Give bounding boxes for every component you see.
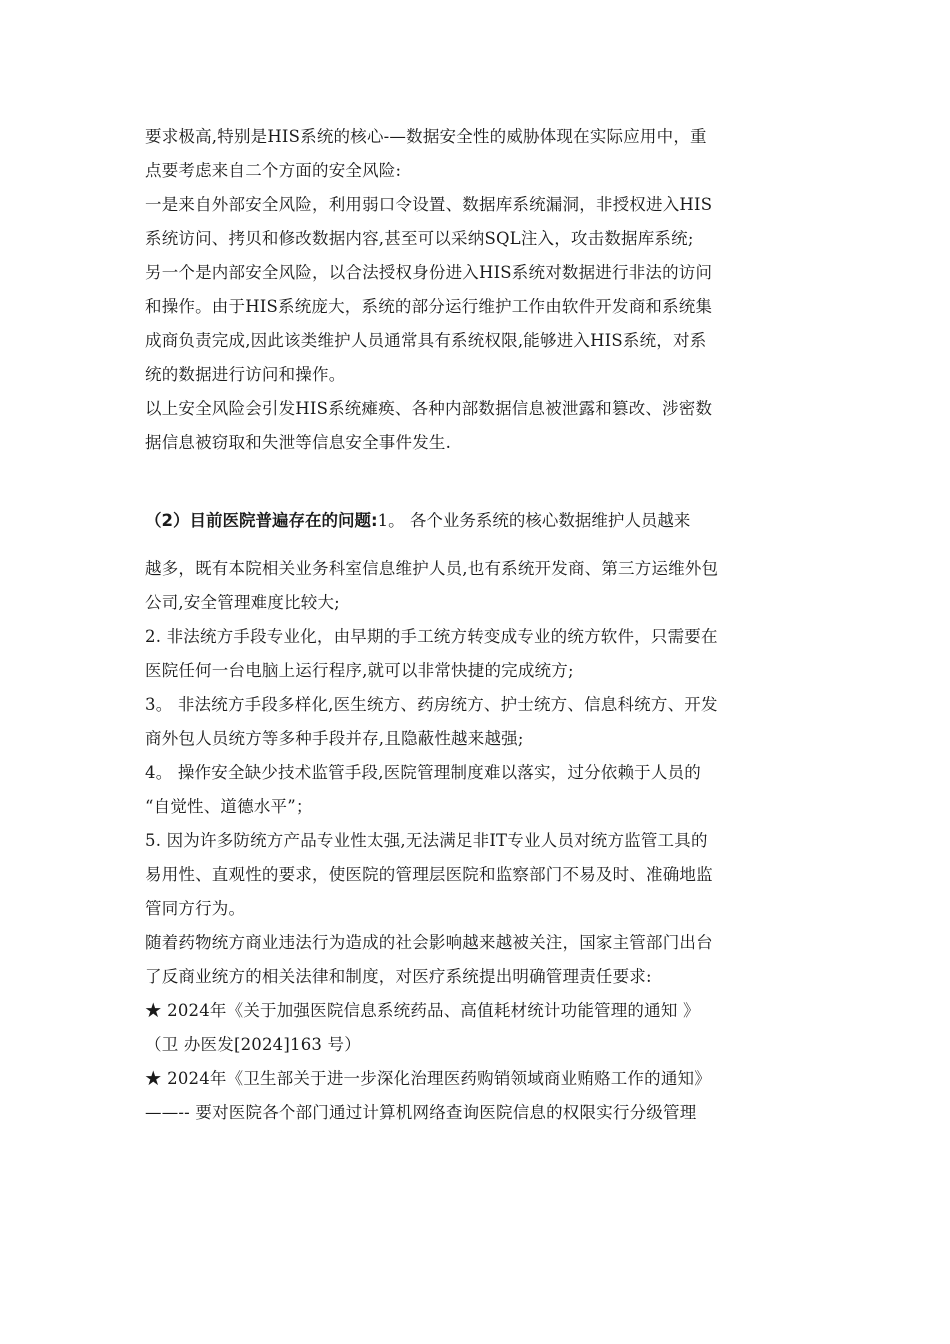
regulation-item-line: ★ 2024年《关于加强医院信息系统药品、高值耗材统计功能管理的通知 》 bbox=[145, 1001, 700, 1020]
list-item-line: 管同方行为。 bbox=[145, 899, 246, 918]
list-item-line: 2. 非法统方手段专业化，由早期的手工统方转变成专业的统方软件，只需要在 bbox=[145, 627, 718, 646]
list-item-line: 医院任何一台电脑上运行程序,就可以非常快捷的完成统方; bbox=[145, 661, 574, 680]
section-heading bbox=[145, 504, 810, 538]
list-item-line: “自觉性、道德水平”； bbox=[145, 797, 313, 816]
section-hospital-problems bbox=[145, 504, 810, 538]
paragraph-line: 随着药物统方商业违法行为造成的社会影响越来越被关注，国家主管部门出台 bbox=[145, 933, 713, 952]
regulation-item-line: ★ 2024年《卫生部关于进一步深化治理医药购销领域商业贿赂工作的通知》 bbox=[145, 1069, 711, 1088]
paragraph-line: 另一个是内部安全风险，以合法授权身份进入HIS系统对数据进行非法的访问 bbox=[145, 263, 713, 282]
paragraph-line: 据信息被窃取和失泄等信息安全事件发生. bbox=[145, 433, 452, 452]
list-item-line: 商外包人员统方等多种手段并存,且隐蔽性越来越强; bbox=[145, 729, 524, 748]
paragraph-line: 要求极高,特别是HIS系统的核心-—数据安全性的威胁体现在实际应用中，重 bbox=[145, 127, 707, 146]
list-item-line: 3。 非法统方手段多样化,医生统方、药房统方、护士统方、信息科统方、开发 bbox=[145, 695, 718, 714]
paragraph-line: 统的数据进行访问和操作。 bbox=[145, 365, 346, 384]
paragraph-line: 成商负责完成,因此该类维护人员通常具有系统权限,能够进入HIS系统，对系 bbox=[145, 331, 707, 350]
paragraph-line: 以上安全风险会引发HIS系统瘫痪、各种内部数据信息被泄露和篡改、涉密数 bbox=[145, 399, 713, 418]
paragraph-line: 系统访问、拷贝和修改数据内容,甚至可以采纳SQL注入，攻击数据库系统; bbox=[145, 229, 694, 248]
paragraph-line: 和操作。由于HIS系统庞大，系统的部分运行维护工作由软件开发商和系统集 bbox=[145, 297, 713, 316]
section-heading-title: （2）目前医院普遍存在的问题: bbox=[145, 511, 378, 530]
paragraph-line: 了反商业统方的相关法律和制度，对医疗系统提出明确管理责任要求: bbox=[145, 967, 652, 986]
section-security-risks bbox=[145, 120, 810, 460]
paragraph-line: 一是来自外部安全风险，利用弱口令设置、数据库系统漏洞，非授权进入HIS bbox=[145, 195, 713, 214]
regulation-item-line: （卫 办医发[2024]163 号） bbox=[145, 1035, 361, 1054]
paragraph-line: 越多，既有本院相关业务科室信息维护人员,也有系统开发商、第三方运维外包 bbox=[145, 559, 719, 578]
list-item-line: 4。 操作安全缺少技术监管手段,医院管理制度难以落实，过分依赖于人员的 bbox=[145, 763, 701, 782]
regulation-item-line: ——-- 要对医院各个部门通过计算机网络查询医院信息的权限实行分级管理 bbox=[145, 1103, 697, 1122]
section-heading-rest: 1。 各个业务系统的核心数据维护人员越来 bbox=[377, 511, 691, 530]
paragraph-line: 点要考虑来自二个方面的安全风险: bbox=[145, 161, 402, 180]
list-item-line: 易用性、直观性的要求，使医院的管理层医院和监察部门不易及时、准确地监 bbox=[145, 865, 713, 884]
paragraph-line: 公司,安全管理难度比较大; bbox=[145, 593, 340, 612]
section-hospital-problems-body bbox=[145, 552, 810, 1130]
list-item-line: 5. 因为许多防统方产品专业性太强,无法满足非IT专业人员对统方监管工具的 bbox=[145, 831, 708, 850]
